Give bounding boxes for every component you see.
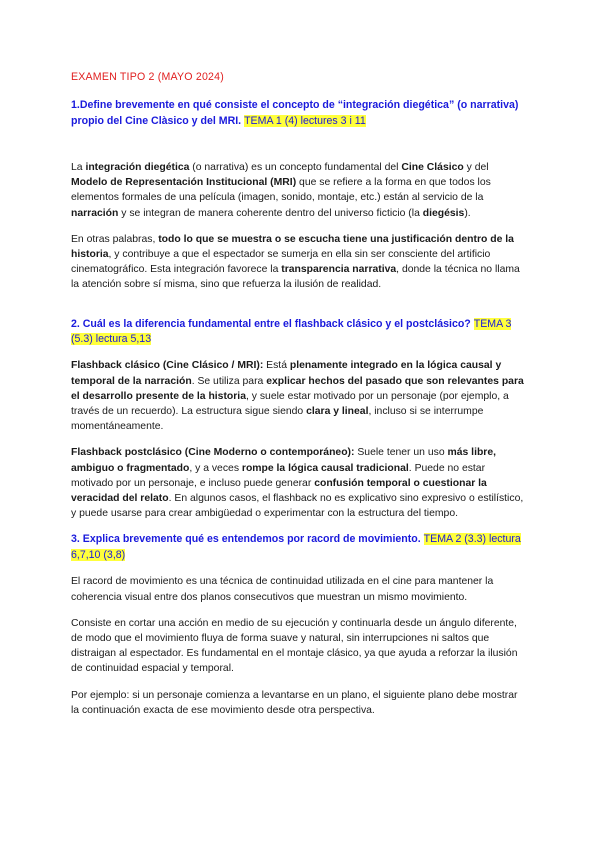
text-run: ). xyxy=(464,207,471,219)
question-1-reference: TEMA 1 (4) lectures 3 i 11 xyxy=(244,114,366,127)
bold-run: Flashback clásico (Cine Clásico / MRI): xyxy=(71,360,264,372)
exam-title: EXAMEN TIPO 2 (MAYO 2024) xyxy=(71,71,224,83)
question-1 xyxy=(71,98,527,129)
answer-1-paragraph-2 xyxy=(71,232,527,293)
text-run: . En algunos casos, el flashback no es explicativo sino expresivo o estilístico, y puede usarse para crear ambigüedad o experimentar con la estructura del tiempo. xyxy=(71,493,524,520)
text-run: , donde la técnica no llama la atención sobre sí misma, sino que refuerza la ilusión de realidad. xyxy=(71,264,520,291)
bold-run: Cine Clásico xyxy=(401,162,464,174)
bold-run: integración diegética xyxy=(85,162,190,174)
answer-3-paragraph-3: Por ejemplo: si un personaje comienza a levantarse en un plano, el siguiente plano debe mostrar la continuación exacta de ese movimiento desde otra perspectiva. xyxy=(71,689,518,716)
bold-run: confusión temporal o cuestionar la veracidad del relato xyxy=(71,477,487,505)
bold-run: transparencia narrativa xyxy=(281,264,397,276)
bold-run: plenamente integrado en la lógica causal y temporal de la narración xyxy=(71,360,502,387)
question-2-text: 2. Cuál es la diferencia fundamental entre el flashback clásico y el postclásico? xyxy=(71,317,471,330)
answer-2-paragraph-1 xyxy=(71,358,527,434)
text-run: (o narrativa) es un concepto fundamental del xyxy=(189,162,402,174)
text-run: , y a veces xyxy=(189,462,242,474)
question-2-reference: TEMA 3 (5.3) lectura 5,13 xyxy=(71,317,512,346)
bold-run: explicar hechos del pasado que son relevantes para el desarrollo presente de la historia xyxy=(71,375,524,402)
text-run: Suele tener un uso xyxy=(354,447,448,459)
text-run: Está xyxy=(263,360,290,372)
question-3 xyxy=(71,532,527,563)
text-run: y del xyxy=(463,162,489,174)
bold-run: todo lo que se muestra o se escucha tiene una justificación dentro de la historia xyxy=(71,233,514,261)
answer-2-paragraph-2 xyxy=(71,445,527,521)
text-run: que se refiere a la forma en que todos los elementos formales de una película (imagen, sonido, montaje, etc.) están al servicio de la xyxy=(71,177,491,204)
text-run: , y contribuye a que el espectador se sumerja en ella sin ser consciente del artificio cinematográfico. Esta integración favorece la xyxy=(71,249,491,276)
answer-1-paragraph-1 xyxy=(71,160,527,221)
answer-3-paragraph-2: Consiste en cortar una acción en medio de su ejecución y continuarla desde un ángulo diferente, de modo que el movimiento fluya de forma suave y natural, sin interrupciones ni saltos que distraigan al espectador. Es fundamental en el montaje clásico, ya que ayuda a reforzar la ilusión de continuidad espacial y temporal. xyxy=(71,617,518,675)
question-2 xyxy=(71,317,527,348)
bold-run: narración xyxy=(71,207,119,219)
answer-3-paragraph-1: El racord de movimiento es una técnica de continuidad utilizada en el cine para mantener la coherencia visual entre dos planos consecutivos que muestran un mismo movimiento. xyxy=(71,576,494,603)
text-run: . Se utiliza para xyxy=(191,375,267,387)
text-run: , y suele estar motivado por un personaje (por ejemplo, a través de un recuerdo). La estructura sigue siendo xyxy=(71,390,509,418)
question-1-text: 1.Define brevemente en qué consiste el concepto de “integración diegética” (o narrativa) propio del Cine Clàsico y del MRI. xyxy=(71,99,519,127)
text-run: En otras palabras, xyxy=(71,233,159,245)
question-3-text: 3. Explica brevemente qué es entendemos por racord de movimiento. xyxy=(71,533,421,546)
document-content xyxy=(71,70,527,718)
question-3-reference: TEMA 2 (3.3) lectura 6,7,10 (3,8) xyxy=(71,533,521,561)
bold-run: clara y lineal xyxy=(306,406,369,418)
text-run: . Puede no estar motivado por un personaje, e incluso puede generar xyxy=(71,462,486,489)
bold-run: diegésis xyxy=(422,207,465,219)
text-run: La xyxy=(71,162,86,174)
bold-run: Flashback postclásico (Cine Moderno o contemporáneo): xyxy=(71,447,355,459)
bold-run: más libre, ambiguo o fragmentado xyxy=(71,447,497,474)
text-run: y se integran de manera coherente dentro del universo ficticio (la xyxy=(118,207,423,219)
bold-run: rompe la lógica causal tradicional xyxy=(241,462,409,474)
bold-run: Modelo de Representación Institucional (MRI) xyxy=(71,177,297,189)
text-run: , incluso si se interrumpe momentáneamente. xyxy=(71,406,484,433)
